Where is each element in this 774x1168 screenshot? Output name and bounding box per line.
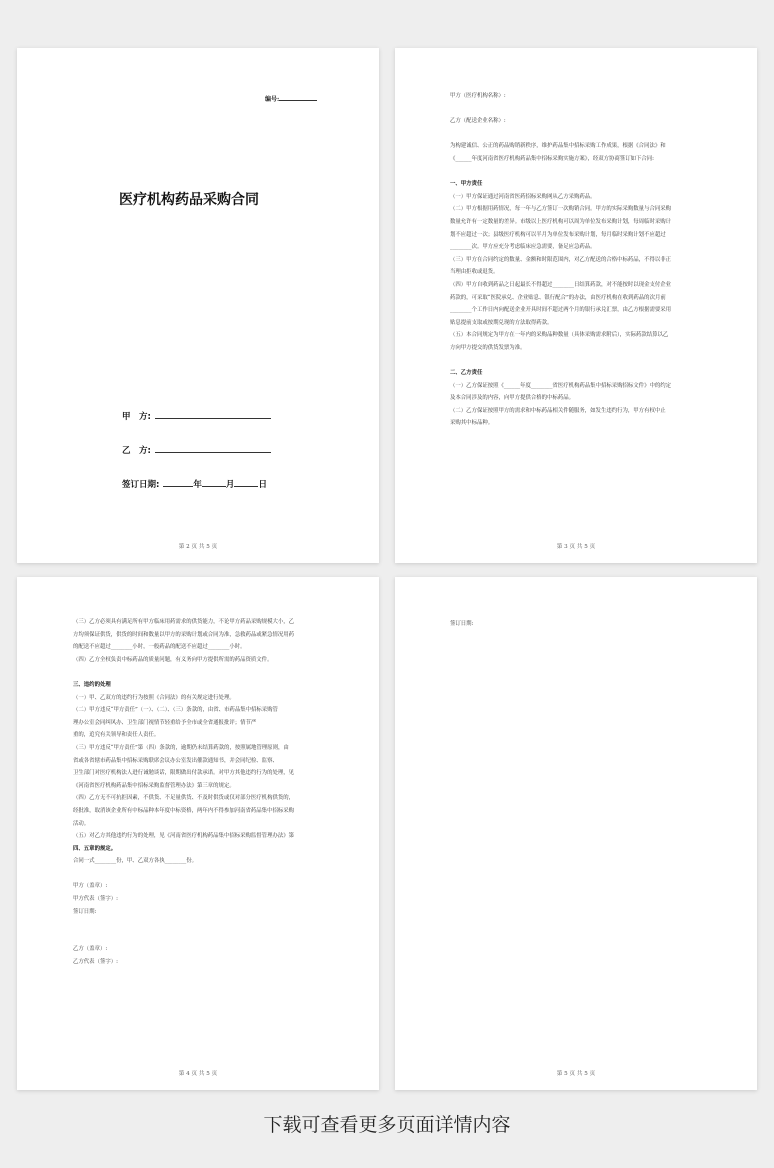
text-line: 合同一式________份，甲、乙双方各执________份。 [73,858,197,865]
text-line: 活动。 [73,820,90,827]
party-b-label: 乙 方: [122,446,151,456]
text-line: （三）乙方必须具有满足所有甲方临床用药需求的供货能力，不论甲方药品采购规模大小，乙 [73,619,295,625]
text-line: （四）乙方全权负责中标药品的质量问题，有义务向甲方提供所需的药品资质文件。 [73,656,273,663]
text-line [73,931,294,944]
day-label: 日 [258,480,267,490]
text-line [73,868,294,881]
party-b-field [122,444,271,456]
page-4 [17,577,379,1090]
text-line: 乙方（配送企业名称）: [450,118,506,125]
sign-date-label: 签订日期: [122,480,160,490]
text-line: 为构建诚信、公正的药品购销新秩序，维护药品集中招标采购工作成果，根据《合同法》和 [450,143,666,150]
year-label: 年 [193,480,202,490]
text-line: （三）甲方违反“甲方责任”第（四）条款的，逾期仍未结算药款的，按照属地管理原则，由 [73,744,289,751]
page-2 [17,48,379,563]
text-line: （四）乙方无不可抗拒因素，不供货、不足量供货、不及时供货或仅对部分医疗机构供货的， [73,795,295,802]
text-line: ________个工作日内向配送企业开具时间不超过两个月的银行承兑汇票，由乙方根据需要采用 [450,307,672,314]
text-line: （二）乙方保证按照甲方的需求和中标药品相关件随服务，如发生违约行为，甲方有权中止 [450,407,666,414]
text-line: （五）本合同规定为甲方在一年内的采购品种数量（具体采购需求附后），实际药款结算以乙 [450,332,669,339]
text-line: （三）甲方在合同约定的数量、金额和时限范围内，对乙方配送的合格中标药品，不得以非正 [450,256,672,263]
text-line [450,166,671,179]
page-footer: 第 2 页 共 5 页 [178,544,218,550]
text-line [450,128,671,141]
contract-number-label: 编号: [265,96,280,103]
page-3-body [450,90,671,430]
text-line: 方均须保证供货，供货的时间和数量以甲方的采购计划或合同为准，急救药品或紧急情况用药 [73,631,295,638]
text-line: 省或各省辖市药品集中招标采购联席会议办公室发出催款通知书，并会同纪检、监察、 [73,757,278,764]
year-blank [163,478,193,487]
text-line: 药款的，可采取“医院承兑、企业贴息、银行配合”的办法，由医疗机构在收到药品的次月前 [450,294,666,301]
text-line [450,103,671,116]
text-line [73,918,294,931]
contract-number-field [265,92,317,103]
party-b-blank [155,444,271,453]
month-label: 月 [225,480,235,490]
text-line: 数量允许有一定数量的差异。市级以上医疗机构可以周为单位发布采购计划，每周临时采购计 [450,218,672,225]
text-line: （四）甲方自收到药品之日起最长不得超过________日结算药款，对不能按时以现金支付企业 [450,281,672,288]
text-line: 二、乙方责任 [450,370,483,377]
text-line: 采购其中标品种。 [450,420,494,427]
text-line: 甲方（盖章）: [73,883,108,890]
page-footer: 第 5 页 共 5 页 [556,1071,596,1077]
text-line: 《______年度河南省医疗机构药品集中招标采购实施方案》，经双方协商签订如下合同: [450,155,654,162]
text-line: 四、五章的规定。 [73,845,117,852]
text-line: 乙方（盖章）: [73,946,108,953]
text-line: 甲方代表（签字）: [73,896,118,903]
text-line: 的配送不应超过________小时，一般药品的配送不应超过________小时。 [73,644,246,651]
text-line: 经批准，取消该企业所有中标品种本年度中标资格，两年内不得参加河南省药品集中招标采购 [73,807,295,814]
text-line: 签订日期: [450,621,474,627]
text-line: 划不应超过一次；县级医疗机构可以半月为单位发布采购计划，每月临时采购计划不应超过 [450,231,666,238]
page-footer: 第 3 页 共 5 页 [556,544,596,550]
text-line: 乙方代表（签字）: [73,959,118,966]
text-line: 三、违约的处理 [73,681,111,688]
text-line: 重的，追究有关领导和责任人责任。 [73,732,160,739]
contract-number-blank [279,92,317,101]
download-caption: 下载可查看更多页面详情内容 [263,1114,511,1136]
text-line: （二）甲方根据用药情况，每一年与乙方签订一次购销合同。甲方的实际采购数量与合同采购 [450,206,672,213]
text-line [450,354,671,367]
text-line: 方向甲方提交的供货发票为准。 [450,344,526,351]
page-5 [395,577,757,1090]
text-line: 理办公室会同纠风办、卫生部门视情节轻重给予全市或全省通报批评；情节严 [73,719,257,726]
page-footer: 第 4 页 共 5 页 [178,1071,218,1077]
text-line: 《河南省医疗机构药品集中招标采购监督管理办法》第三章的规定。 [73,782,235,789]
party-a-label: 甲 方: [122,412,151,422]
text-line: （一）甲、乙双方的违约行为按照《合同法》的有关规定进行处理。 [73,694,235,701]
text-line: （五）对乙方其他违约行为的处理，见《河南省医疗机构药品集中招标采购监督管理办法》第 [73,833,295,840]
text-line: 签订日期: [73,908,97,915]
day-blank [234,478,258,487]
text-line: 当理由拒收或退货。 [450,269,499,276]
sign-date-field [122,478,267,490]
text-line: 卫生部门对医疗机构法人进行诫勉谈话，限期做出付款承诺。对甲方其他违约行为的处理，见 [73,770,295,777]
text-line: ________次。甲方应充分考虑临床应急需要，备足应急药品。 [450,244,596,251]
page-4-body [73,616,294,969]
text-line: （二）甲方违反“甲方责任”（一）、（二）、（三）条款的，由省、市药品集中招标采购管 [73,707,278,714]
contract-title: 医疗机构药品采购合同 [119,192,259,208]
party-a-blank [155,410,271,419]
text-line: 甲方（医疗机构名称）: [450,93,506,99]
text-line: （一）甲方保证通过河南省医药招标采购网从乙方采购药品。 [450,193,596,200]
text-line [73,666,294,679]
party-a-field [122,410,271,422]
month-blank [202,478,226,487]
text-line: 贴息提前支取或按期兑现的方法取得药款。 [450,319,553,326]
text-line: （一）乙方保证按照《______年度________省医疗机构药品集中招标采购招标文件》中的约定 [450,382,672,389]
page-5-body [450,618,473,631]
text-line: 一、甲方责任 [450,181,483,188]
text-line: 及本合同涉及的内容，向甲方提供合格的中标药品。 [450,395,574,402]
page-3 [395,48,757,563]
